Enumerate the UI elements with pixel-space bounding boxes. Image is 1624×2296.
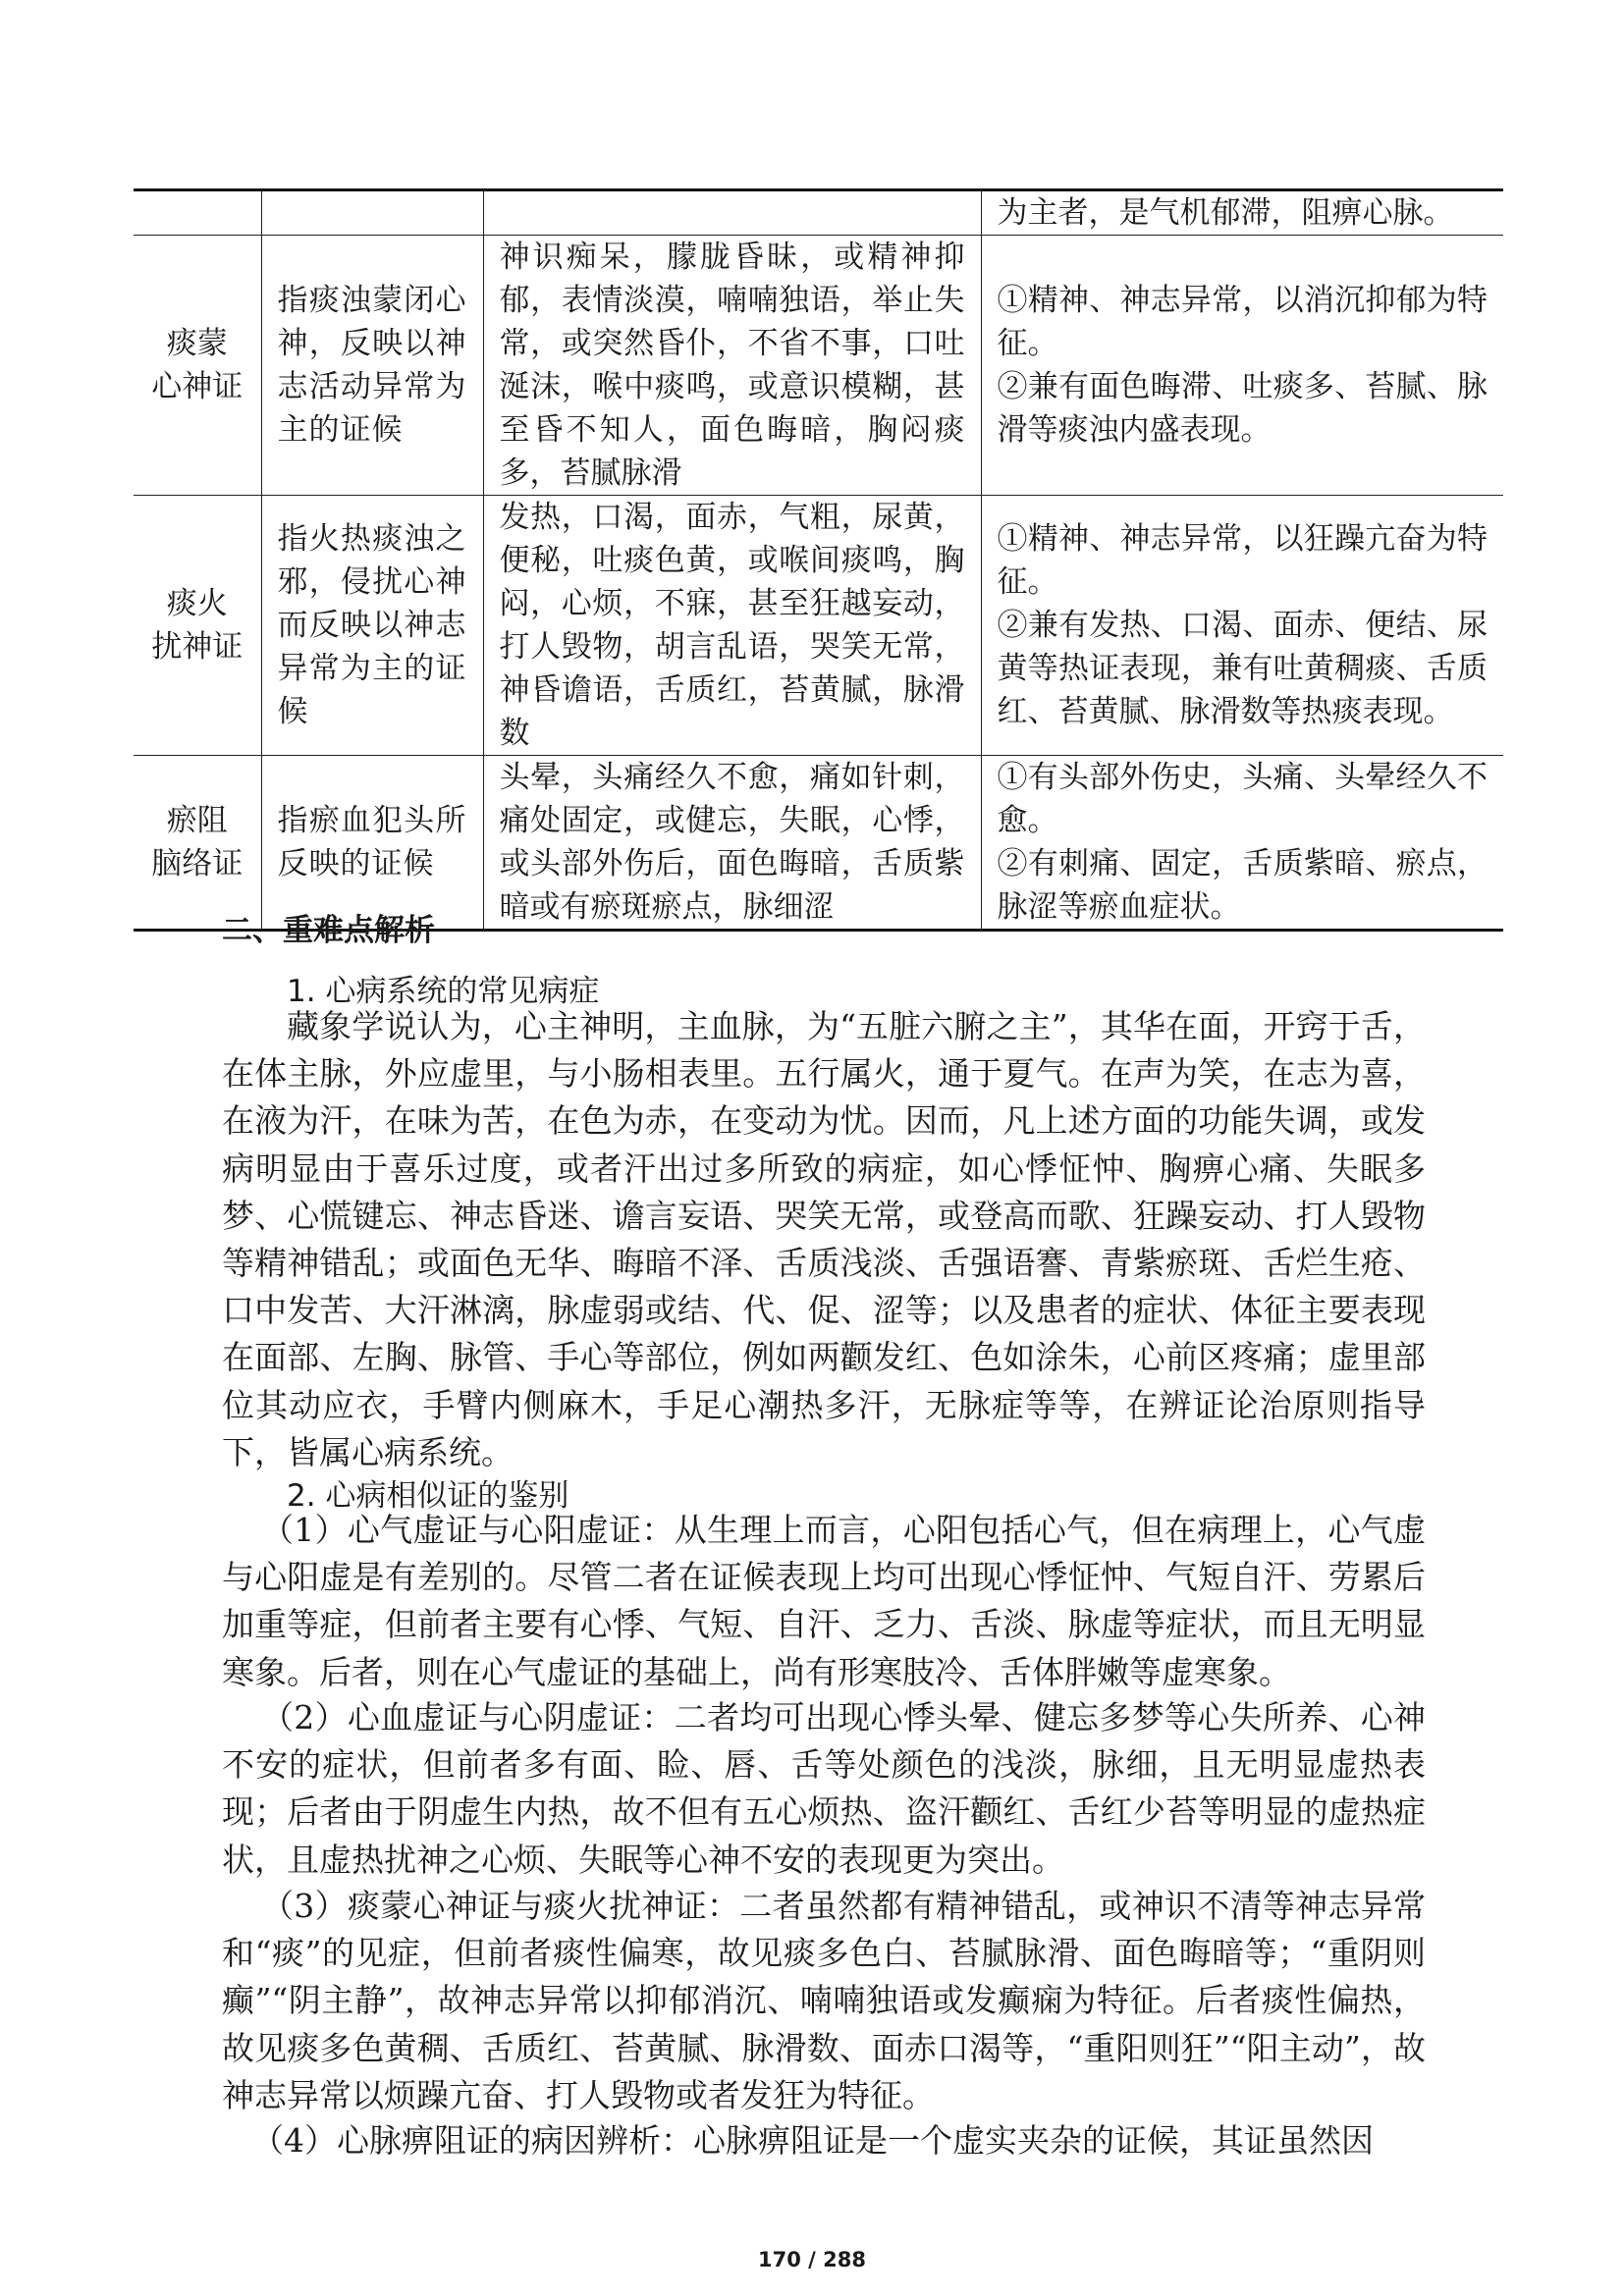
- name-line: 瘀阻: [166, 803, 228, 838]
- paragraph: （4）心脉痹阻证的病因辨析：心脉痹阻证是一个虚实夹杂的证候，其证虽然因: [251, 2121, 1374, 2160]
- feature-line: ②兼有发热、口渴、面赤、便结、尿黄等热证表现，兼有吐黄稠痰、舌质红、苔黄腻、脉滑数等热痰表现。: [997, 608, 1488, 729]
- features-cell: [981, 236, 1503, 496]
- name-line: 心神证: [151, 369, 244, 404]
- feature-line: ②有刺痛、固定，舌质紫暗、瘀点，脉涩等瘀血症状。: [997, 846, 1488, 925]
- feature-line: ①有头部外伤史，头痛、头晕经久不愈。: [997, 760, 1488, 838]
- symptoms-cell: 神识痴呆，朦胧昏昧，或精神抑郁，表情淡漠，喃喃独语，举止失常，或突然昏仆，不省不事，口吐涎沫，喉中痰鸣，或意识模糊，甚至昏不知人，面色晦暗，胸闷痰多，苔腻脉滑: [483, 236, 981, 496]
- table-row: [134, 756, 1503, 931]
- name-line: 脑络证: [151, 846, 244, 881]
- meaning-cell: 指痰浊蒙闭心神，反映以神志活动异常为主的证候: [261, 236, 483, 496]
- table-row: [134, 496, 1503, 756]
- syndrome-table: [134, 188, 1503, 932]
- symptoms-cell: 发热，口渴，面赤，气粗，尿黄，便秘，吐痰色黄，或喉间痰鸣，胸闷，心烦，不寐，甚至狂越妄动，打人毁物，胡言乱语，哭笑无常，神昏谵语，舌质红，苔黄腻，脉滑数: [483, 496, 981, 756]
- meaning-cell: 指火热痰浊之邪，侵扰心神而反映以神志异常为主的证候: [261, 496, 483, 756]
- subsection-heading: 1. 心病系统的常见病症: [287, 974, 600, 1009]
- section-title: 二、重难点解析: [222, 913, 435, 948]
- name-line: 痰火: [166, 586, 228, 621]
- meaning-cell: 指瘀血犯头所反映的证候: [261, 756, 483, 931]
- table-row: [134, 190, 1503, 236]
- paragraph: （2）心血虚证与心阴虚证：二者均可出现心悸头晕、健忘多梦等心失所养、心神不安的症状，但前者多有面、睑、唇、舌等处颜色的浅淡，脉细，且无明显虚热表现；后者由于阴虚生内热，故不但有五心烦热、盗汗颧红、舌红少苔等明显的虚热症状，且虚热扰神之心烦、失眠等心神不安的表现更为突出。: [222, 1698, 1426, 1879]
- feature-line: ②兼有面色晦滞、吐痰多、苔腻、脉滑等痰浊内盛表现。: [997, 369, 1488, 448]
- feature-line: ①精神、神志异常，以狂躁亢奋为特征。: [997, 521, 1488, 600]
- meaning-cell: [261, 190, 483, 236]
- subsection-heading: 2. 心病相似证的鉴别: [287, 1478, 569, 1514]
- paragraph: （3）痰蒙心神证与痰火扰神证：二者虽然都有精神错乱，或神识不清等神志异常和“痰”的见症，但前者痰性偏寒，故见痰多色白、苔腻脉滑、面色晦暗等；“重阴则癫”“阴主静”，故神志异常以抑郁消沉、喃喃独语或发癫痫为特征。后者痰性偏热，故见痰多色黄稠、舌质红、苔黄腻、脉滑数、面赤口渴等，“重阳则狂”“阳主动”，故神志异常以烦躁亢奋、打人毁物或者发狂为特征。: [222, 1887, 1426, 2114]
- name-cell: [134, 190, 261, 236]
- name-cell: [134, 496, 261, 756]
- paragraph: （1）心气虚证与心阳虚证：从生理上而言，心阳包括心气，但在病理上，心气虚与心阳虚是有差别的。尽管二者在证候表现上均可出现心悸怔忡、气短自汗、劳累后加重等症，但前者主要有心悸、气短、自汗、乏力、舌淡、脉虚等症状，而且无明显寒象。后者，则在心气虚证的基础上，尚有形寒肢冷、舌体胖嫩等虚寒象。: [222, 1511, 1426, 1691]
- page-number: 170 / 288: [758, 2248, 866, 2271]
- features-cell: [981, 756, 1503, 931]
- name-line: 痰蒙: [166, 326, 228, 361]
- feature-line: ①精神、神志异常，以消沉抑郁为特征。: [997, 283, 1488, 361]
- table-row: [134, 236, 1503, 496]
- name-cell: [134, 236, 261, 496]
- paragraph: 藏象学说认为，心主神明，主血脉，为“五脏六腑之主”，其华在面，开窍于舌，在体主脉，外应虚里，与小肠相表里。五行属火，通于夏气。在声为笑，在志为喜，在液为汗，在味为苦，在色为赤，在变动为忧。因而，凡上述方面的功能失调，或发病明显由于喜乐过度，或者汗出过多所致的病症，如心悸怔忡、胸痹心痛、失眠多梦、心慌键忘、神志昏迷、谵言妄语、哭笑无常，或登高而歌、狂躁妄动、打人毁物等精神错乱；或面色无华、晦暗不泽、舌质浅淡、舌强语謇、青紫瘀斑、舌烂生疮、口中发苦、大汗淋漓，脉虚弱或结、代、促、涩等；以及患者的症状、体征主要表现在面部、左胸、脉管、手心等部位，例如两颧发红、色如涂朱，心前区疼痛；虚里部位其动应衣，手臂内侧麻木，手足心潮热多汗，无脉症等等，在辨证论治原则指导下，皆属心病系统。: [222, 1007, 1426, 1471]
- symptoms-cell: 头晕，头痛经久不愈，痛如针刺，痛处固定，或健忘，失眠，心悸，或头部外伤后，面色晦暗，舌质紫暗或有瘀斑瘀点，脉细涩: [483, 756, 981, 931]
- symptoms-cell: [483, 190, 981, 236]
- name-cell: [134, 756, 261, 931]
- features-cell: 为主者，是气机郁滞，阻痹心脉。: [981, 190, 1503, 236]
- name-line: 扰神证: [151, 629, 244, 665]
- features-cell: [981, 496, 1503, 756]
